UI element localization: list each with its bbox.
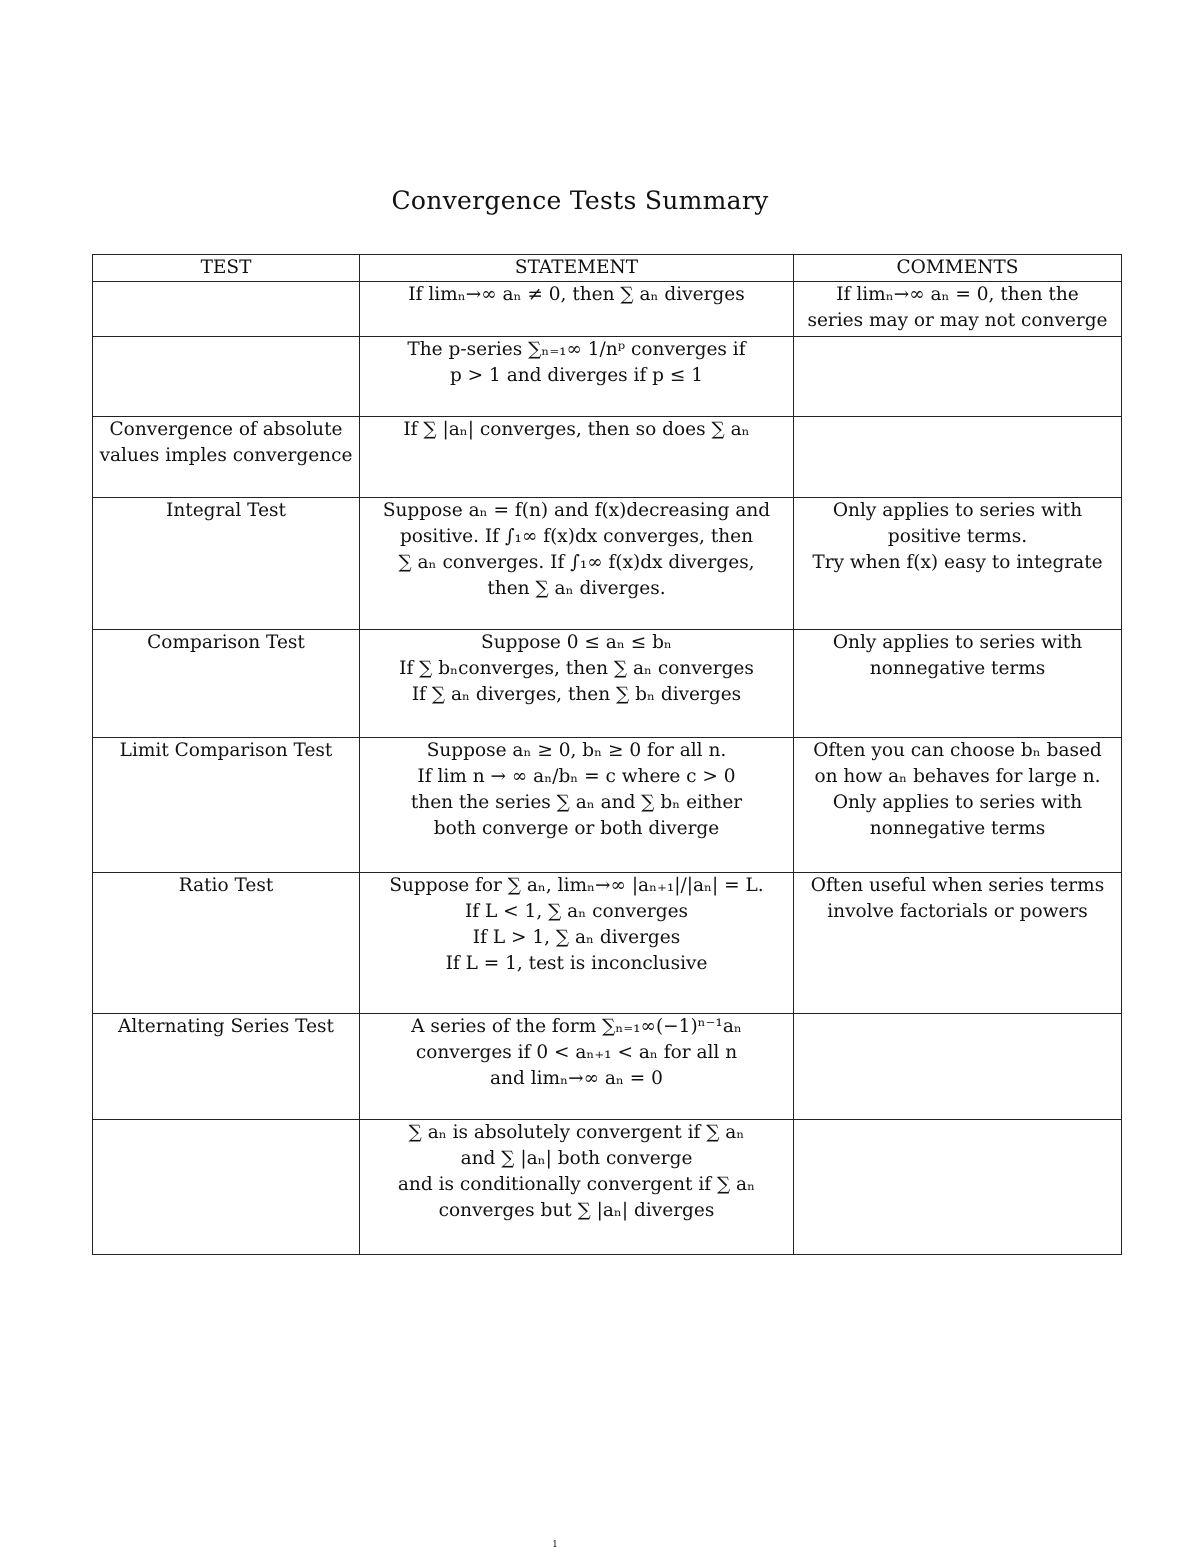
statement-line: p > 1 and diverges if p ≤ 1 — [449, 365, 704, 386]
statement-line: If ∑ bₙconverges, then ∑ aₙ converges — [399, 658, 754, 679]
comments-cell — [794, 1014, 1122, 1120]
statement-line: positive. If ∫₁∞ f(x)dx converges, then — [399, 526, 754, 547]
comments-line: Only applies to series with — [832, 500, 1083, 521]
statement-line: If L = 1, test is inconclusive — [445, 953, 708, 974]
header-comments: COMMENTS — [794, 255, 1122, 282]
comments-line: nonnegative terms — [869, 818, 1046, 839]
comments-cell — [794, 337, 1122, 417]
statement-cell — [360, 1120, 794, 1255]
statement-line: If ∑ aₙ diverges, then ∑ bₙ diverges — [411, 684, 742, 705]
statement-line: ∑ aₙ is absolutely convergent if ∑ aₙ — [408, 1122, 745, 1143]
comments-line: on how aₙ behaves for large n. — [814, 766, 1101, 787]
statement-line: converges but ∑ |aₙ| diverges — [438, 1200, 715, 1221]
statement-cell — [360, 1014, 794, 1120]
table-row — [93, 417, 1122, 498]
statement-cell — [360, 498, 794, 630]
test-name-cell: Alternating Series Test — [93, 1014, 360, 1120]
table-row — [93, 1014, 1122, 1120]
test-name-cell: Integral Test — [93, 498, 360, 630]
statement-line: If L < 1, ∑ aₙ converges — [464, 901, 689, 922]
table-row — [93, 738, 1122, 873]
statement-line: converges if 0 < aₙ₊₁ < aₙ for all n — [415, 1042, 738, 1063]
statement-cell — [360, 282, 794, 337]
comments-cell — [794, 498, 1122, 630]
comments-line: involve factorials or powers — [827, 901, 1088, 922]
header-statement: STATEMENT — [360, 255, 794, 282]
comments-line: Only applies to series with — [832, 632, 1083, 653]
statement-cell — [360, 873, 794, 1014]
test-name-cell — [93, 337, 360, 417]
comments-cell — [794, 282, 1122, 337]
statement-line: Suppose aₙ ≥ 0, bₙ ≥ 0 for all n. — [426, 740, 727, 761]
comments-line: series may or may not converge — [807, 310, 1108, 331]
comments-cell — [794, 1120, 1122, 1255]
convergence-tests-table — [92, 254, 1122, 1255]
statement-line: and limₙ→∞ aₙ = 0 — [490, 1068, 663, 1089]
statement-line: and is conditionally convergent if ∑ aₙ — [397, 1174, 756, 1195]
table-row — [93, 498, 1122, 630]
comments-line: nonnegative terms — [869, 658, 1046, 679]
statement-cell — [360, 738, 794, 873]
statement-line: If ∑ |aₙ| converges, then so does ∑ aₙ — [403, 419, 750, 440]
statement-line: A series of the form ∑ₙ₌₁∞(−1)ⁿ⁻¹aₙ — [411, 1016, 742, 1037]
comments-cell — [794, 630, 1122, 738]
statement-line: ∑ aₙ converges. If ∫₁∞ f(x)dx diverges, — [398, 552, 755, 573]
table-row — [93, 337, 1122, 417]
table-row — [93, 630, 1122, 738]
comments-line: Often useful when series terms — [810, 875, 1105, 896]
statement-cell — [360, 337, 794, 417]
test-name-cell: Limit Comparison Test — [93, 738, 360, 873]
statement-cell — [360, 417, 794, 498]
statement-line: Suppose aₙ = f(n) and f(x)decreasing and — [382, 500, 771, 521]
statement-line: Suppose for ∑ aₙ, limₙ→∞ |aₙ₊₁|/|aₙ| = L. — [389, 875, 764, 896]
comments-cell — [794, 417, 1122, 498]
comments-cell — [794, 873, 1122, 1014]
test-name-cell — [93, 1120, 360, 1255]
comments-line: Try when f(x) easy to integrate — [812, 552, 1103, 573]
comments-line: Only applies to series with — [832, 792, 1083, 813]
comments-line: Often you can choose bₙ based — [813, 740, 1102, 761]
test-name-cell: Comparison Test — [93, 630, 360, 738]
statement-line: The p-series ∑ₙ₌₁∞ 1/nᵖ converges if — [407, 339, 746, 360]
comments-cell — [794, 738, 1122, 873]
test-name-cell: Convergence of absolute values imples convergence — [93, 417, 360, 498]
header-test: TEST — [93, 255, 360, 282]
page-number: 1 — [552, 1540, 558, 1550]
statement-line: Suppose 0 ≤ aₙ ≤ bₙ — [481, 632, 672, 653]
statement-line: then ∑ aₙ diverges. — [487, 578, 666, 599]
statement-line: If limₙ→∞ aₙ ≠ 0, then ∑ aₙ diverges — [408, 284, 745, 305]
statement-line: If L > 1, ∑ aₙ diverges — [472, 927, 681, 948]
table-row — [93, 1120, 1122, 1255]
statement-cell — [360, 630, 794, 738]
table-row — [93, 282, 1122, 337]
test-name-cell — [93, 282, 360, 337]
table-row — [93, 873, 1122, 1014]
statement-line: then the series ∑ aₙ and ∑ bₙ either — [410, 792, 743, 813]
header-row — [93, 255, 1122, 282]
statement-line: both converge or both diverge — [433, 818, 720, 839]
statement-line: If lim n → ∞ aₙ/bₙ = c where c > 0 — [417, 766, 736, 787]
comments-line: positive terms. — [887, 526, 1028, 547]
statement-line: and ∑ |aₙ| both converge — [460, 1148, 693, 1169]
page-title: Convergence Tests Summary — [391, 186, 769, 215]
test-name-cell: Ratio Test — [93, 873, 360, 1014]
comments-line: If limₙ→∞ aₙ = 0, then the — [836, 284, 1079, 305]
